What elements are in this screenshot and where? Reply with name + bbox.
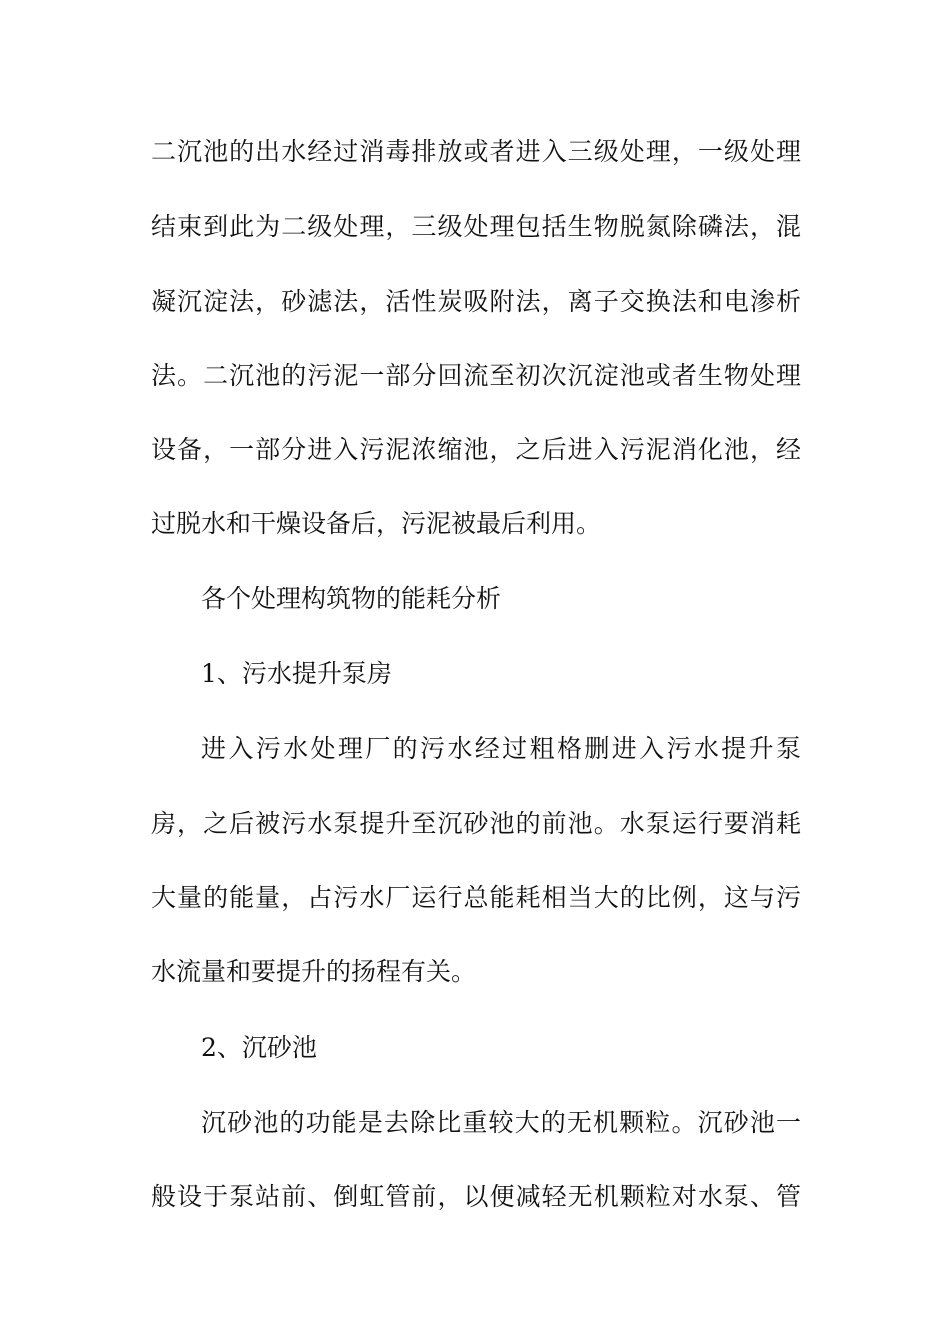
paragraph-line: 房，之后被污水泵提升至沉砂池的前池。水泵运行要消耗 — [151, 809, 801, 838]
paragraph-line: 水流量和要提升的扬程有关。 — [151, 957, 477, 986]
paragraph-line: 法。二沉池的污泥一部分回流至初次沉淀池或者生物处理 — [151, 361, 801, 390]
paragraph-line: 进入污水处理厂的污水经过粗格删进入污水提升泵 — [201, 734, 801, 763]
section-heading: 各个处理构筑物的能耗分析 — [201, 584, 502, 613]
paragraph-line: 二沉池的出水经过消毒排放或者进入三级处理，一级处理 — [151, 137, 801, 166]
paragraph-line: 结束到此为二级处理，三级处理包括生物脱氮除磷法，混 — [151, 212, 801, 241]
paragraph-line: 般设于泵站前、倒虹管前，以便减轻无机颗粒对水泵、管 — [151, 1182, 801, 1211]
paragraph-line: 大量的能量，占污水厂运行总能耗相当大的比例，这与污 — [151, 883, 801, 912]
paragraph-line: 过脱水和干燥设备后，污泥被最后利用。 — [151, 509, 602, 538]
subsection-heading: 2、沉砂池 — [201, 1033, 317, 1062]
paragraph-line: 凝沉淀法，砂滤法，活性炭吸附法，离子交换法和电渗析 — [151, 287, 801, 316]
paragraph-line: 设备，一部分进入污泥浓缩池，之后进入污泥消化池，经 — [151, 435, 801, 464]
paragraph-line: 沉砂池的功能是去除比重较大的无机颗粒。沉砂池一 — [201, 1108, 801, 1137]
subsection-heading: 1、污水提升泵房 — [201, 659, 392, 688]
